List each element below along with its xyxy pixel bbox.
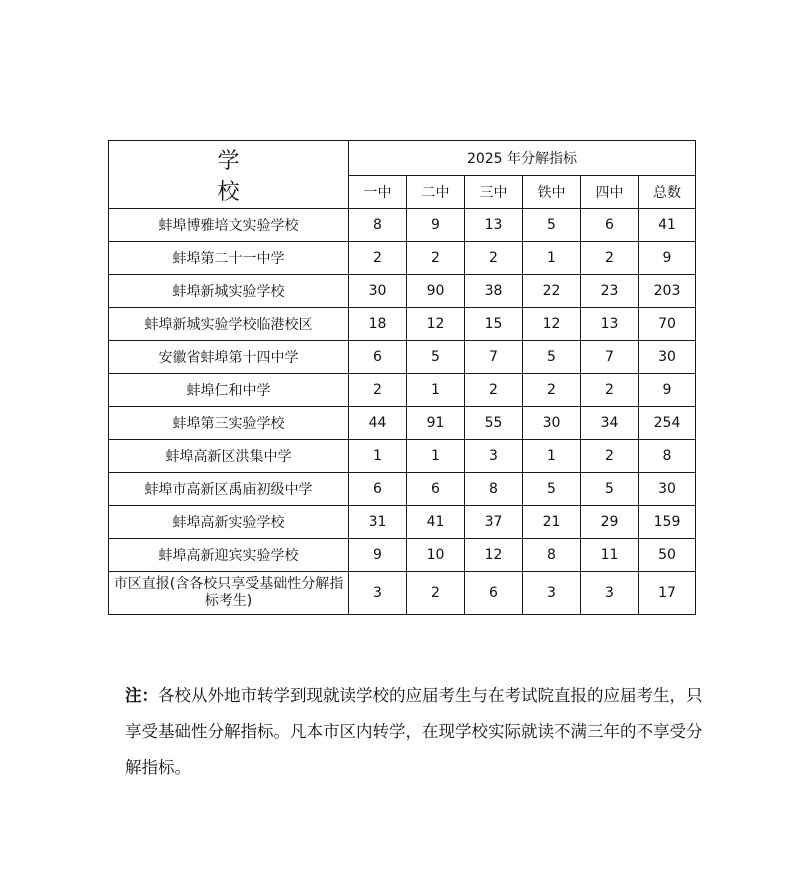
school-name-cell: 蚌埠高新迎宾实验学校 xyxy=(109,539,349,572)
value-cell: 21 xyxy=(523,506,581,539)
value-cell: 3 xyxy=(465,440,523,473)
value-cell: 30 xyxy=(639,341,696,374)
column-header: 总数 xyxy=(639,176,696,209)
value-cell: 50 xyxy=(639,539,696,572)
value-cell: 10 xyxy=(407,539,465,572)
table-row xyxy=(109,275,696,308)
value-cell: 55 xyxy=(465,407,523,440)
value-cell: 15 xyxy=(465,308,523,341)
value-cell: 5 xyxy=(581,473,639,506)
header-row-1 xyxy=(109,141,696,176)
footnote-label: 注： xyxy=(125,686,158,705)
value-cell: 6 xyxy=(349,341,407,374)
school-name-cell: 安徽省蚌埠第十四中学 xyxy=(109,341,349,374)
value-cell: 6 xyxy=(407,473,465,506)
value-cell: 5 xyxy=(523,341,581,374)
table-body xyxy=(109,209,696,615)
school-name-cell: 蚌埠博雅培文实验学校 xyxy=(109,209,349,242)
value-cell: 1 xyxy=(407,374,465,407)
table-row xyxy=(109,341,696,374)
table-row xyxy=(109,374,696,407)
value-cell: 13 xyxy=(581,308,639,341)
value-cell: 2 xyxy=(581,374,639,407)
value-cell: 6 xyxy=(581,209,639,242)
value-cell: 41 xyxy=(639,209,696,242)
value-cell: 29 xyxy=(581,506,639,539)
value-cell: 203 xyxy=(639,275,696,308)
column-header: 四中 xyxy=(581,176,639,209)
table-row xyxy=(109,308,696,341)
value-cell: 8 xyxy=(465,473,523,506)
value-cell: 7 xyxy=(581,341,639,374)
table-row xyxy=(109,440,696,473)
column-header: 一中 xyxy=(349,176,407,209)
value-cell: 2 xyxy=(407,572,465,615)
value-cell: 11 xyxy=(581,539,639,572)
value-cell: 30 xyxy=(349,275,407,308)
value-cell: 1 xyxy=(349,440,407,473)
school-column-header: 学 校 xyxy=(109,141,349,209)
value-cell: 9 xyxy=(349,539,407,572)
value-cell: 8 xyxy=(523,539,581,572)
value-cell: 2 xyxy=(465,374,523,407)
value-cell: 1 xyxy=(523,242,581,275)
value-cell: 12 xyxy=(523,308,581,341)
value-cell: 9 xyxy=(639,374,696,407)
table-row xyxy=(109,242,696,275)
value-cell: 30 xyxy=(639,473,696,506)
value-cell: 34 xyxy=(581,407,639,440)
table-row xyxy=(109,539,696,572)
value-cell: 41 xyxy=(407,506,465,539)
school-name-cell: 市区直报(含各校只享受基础性分解指标考生) xyxy=(109,572,349,615)
school-name-cell: 蚌埠仁和中学 xyxy=(109,374,349,407)
value-cell: 8 xyxy=(349,209,407,242)
value-cell: 17 xyxy=(639,572,696,615)
value-cell: 31 xyxy=(349,506,407,539)
value-cell: 37 xyxy=(465,506,523,539)
value-cell: 2 xyxy=(581,242,639,275)
value-cell: 12 xyxy=(465,539,523,572)
value-cell: 12 xyxy=(407,308,465,341)
value-cell: 70 xyxy=(639,308,696,341)
table-row xyxy=(109,473,696,506)
school-name-cell: 蚌埠市高新区禹庙初级中学 xyxy=(109,473,349,506)
school-name-cell: 蚌埠新城实验学校 xyxy=(109,275,349,308)
value-cell: 22 xyxy=(523,275,581,308)
value-cell: 159 xyxy=(639,506,696,539)
value-cell: 2 xyxy=(349,242,407,275)
value-cell: 2 xyxy=(465,242,523,275)
value-cell: 3 xyxy=(349,572,407,615)
column-header: 三中 xyxy=(465,176,523,209)
value-cell: 254 xyxy=(639,407,696,440)
footnote-text: 各校从外地市转学到现就读学校的应届考生与在考试院直报的应届考生，只享受基础性分解指标。凡本市区内转学，在现学校实际就读不满三年的不享受分解指标。 xyxy=(125,686,703,777)
value-cell: 6 xyxy=(465,572,523,615)
value-cell: 38 xyxy=(465,275,523,308)
value-cell: 30 xyxy=(523,407,581,440)
quota-table xyxy=(108,140,696,615)
value-cell: 2 xyxy=(581,440,639,473)
value-cell: 44 xyxy=(349,407,407,440)
value-cell: 1 xyxy=(523,440,581,473)
value-cell: 7 xyxy=(465,341,523,374)
school-name-cell: 蚌埠新城实验学校临港校区 xyxy=(109,308,349,341)
value-cell: 9 xyxy=(407,209,465,242)
table-row xyxy=(109,407,696,440)
column-header: 二中 xyxy=(407,176,465,209)
value-cell: 13 xyxy=(465,209,523,242)
value-cell: 6 xyxy=(349,473,407,506)
value-cell: 90 xyxy=(407,275,465,308)
school-name-cell: 蚌埠第二十一中学 xyxy=(109,242,349,275)
school-name-cell: 蚌埠高新实验学校 xyxy=(109,506,349,539)
value-cell: 18 xyxy=(349,308,407,341)
value-cell: 2 xyxy=(407,242,465,275)
value-cell: 23 xyxy=(581,275,639,308)
table-title: 2025 年分解指标 xyxy=(349,141,696,176)
value-cell: 9 xyxy=(639,242,696,275)
column-header: 铁中 xyxy=(523,176,581,209)
table-row xyxy=(109,506,696,539)
school-name-cell: 蚌埠第三实验学校 xyxy=(109,407,349,440)
value-cell: 3 xyxy=(523,572,581,615)
value-cell: 5 xyxy=(407,341,465,374)
value-cell: 5 xyxy=(523,209,581,242)
value-cell: 5 xyxy=(523,473,581,506)
value-cell: 3 xyxy=(581,572,639,615)
footnote xyxy=(125,678,715,786)
value-cell: 91 xyxy=(407,407,465,440)
value-cell: 1 xyxy=(407,440,465,473)
school-name-cell: 蚌埠高新区洪集中学 xyxy=(109,440,349,473)
table-row xyxy=(109,209,696,242)
value-cell: 2 xyxy=(523,374,581,407)
value-cell: 8 xyxy=(639,440,696,473)
value-cell: 2 xyxy=(349,374,407,407)
table-row xyxy=(109,572,696,615)
